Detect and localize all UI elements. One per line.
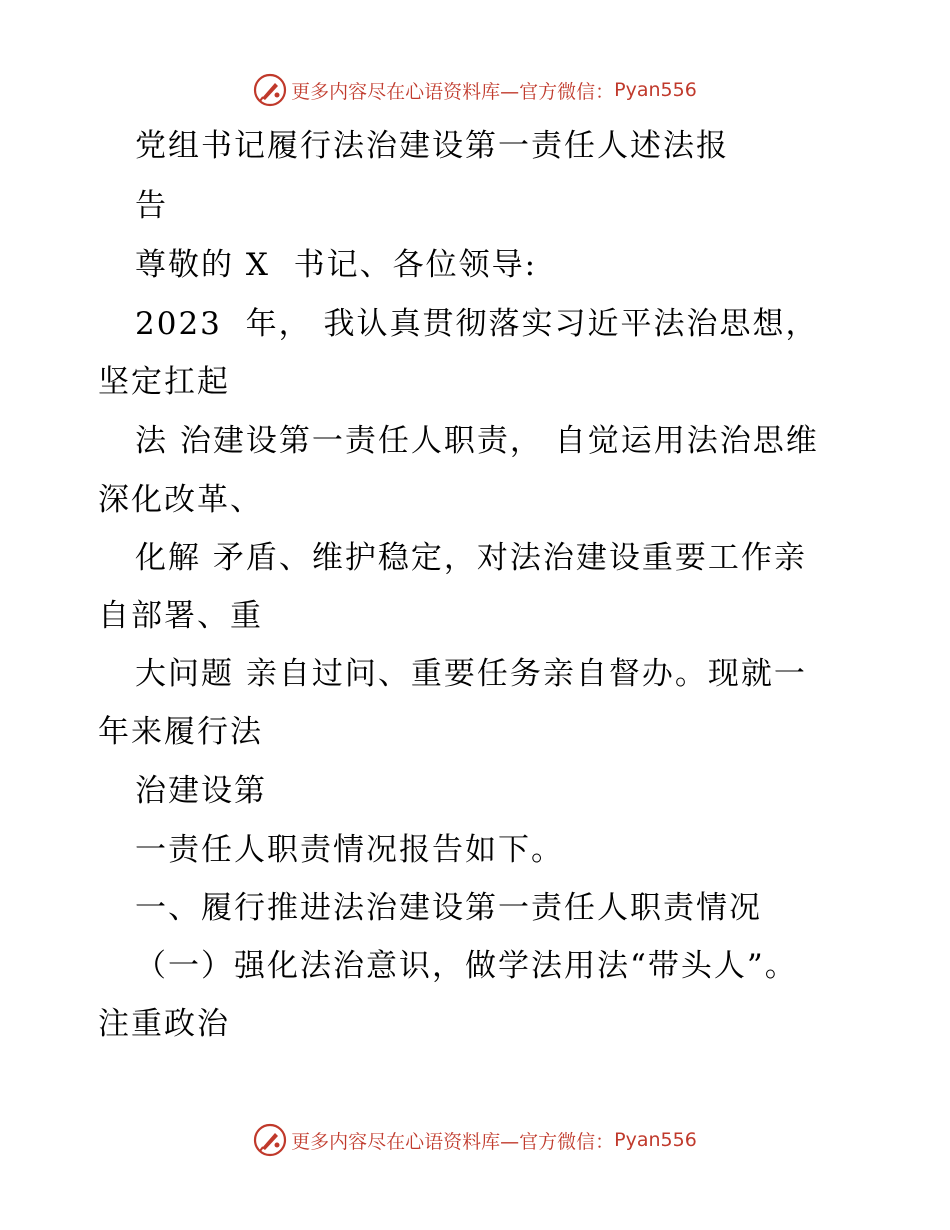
watermark-text: 更多内容尽在心语资料库—官方微信：: [291, 80, 615, 103]
section-heading: 一、履行推进法治建设第一责任人职责情况: [135, 890, 762, 926]
body-line: 治建设第: [135, 773, 267, 809]
subsection-heading: （一）强化法治意识，做学法用法“带头人”。: [135, 948, 798, 984]
body-line: 法 治建设第一责任人职责， 自觉运用法治思维: [135, 423, 819, 459]
watermark-text: 更多内容尽在心语资料库—官方微信：: [291, 1130, 615, 1153]
document-title-line-2: 告: [135, 188, 168, 224]
salutation-line: 尊敬的 X 书记、各位领导:: [135, 247, 538, 283]
footer-watermark: [0, 1120, 950, 1160]
quill-pen-logo-icon: [253, 73, 287, 107]
watermark-id: Pyan556: [614, 79, 697, 101]
body-line: 化解 矛盾、维护稳定，对法治建设重要工作亲: [135, 540, 807, 576]
quill-pen-logo-icon: [253, 1123, 287, 1157]
document-title-line-1: 党组书记履行法治建设第一责任人述法报: [135, 128, 729, 164]
body-line: 自部署、重: [98, 598, 263, 634]
body-line: 注重政治: [98, 1006, 230, 1042]
body-line: 一责任人职责情况报告如下。: [135, 832, 564, 868]
body-line: 年来履行法: [98, 714, 263, 750]
watermark-id: Pyan556: [614, 1129, 697, 1151]
body-line: 坚定扛起: [98, 364, 230, 400]
body-line: 深化改革、: [98, 482, 263, 518]
body-line: 2023 年， 我认真贯彻落实习近平法治思想，: [135, 306, 819, 342]
body-line: 大问题 亲自过问、重要任务亲自督办。现就一: [135, 656, 807, 692]
header-watermark: [0, 70, 950, 110]
